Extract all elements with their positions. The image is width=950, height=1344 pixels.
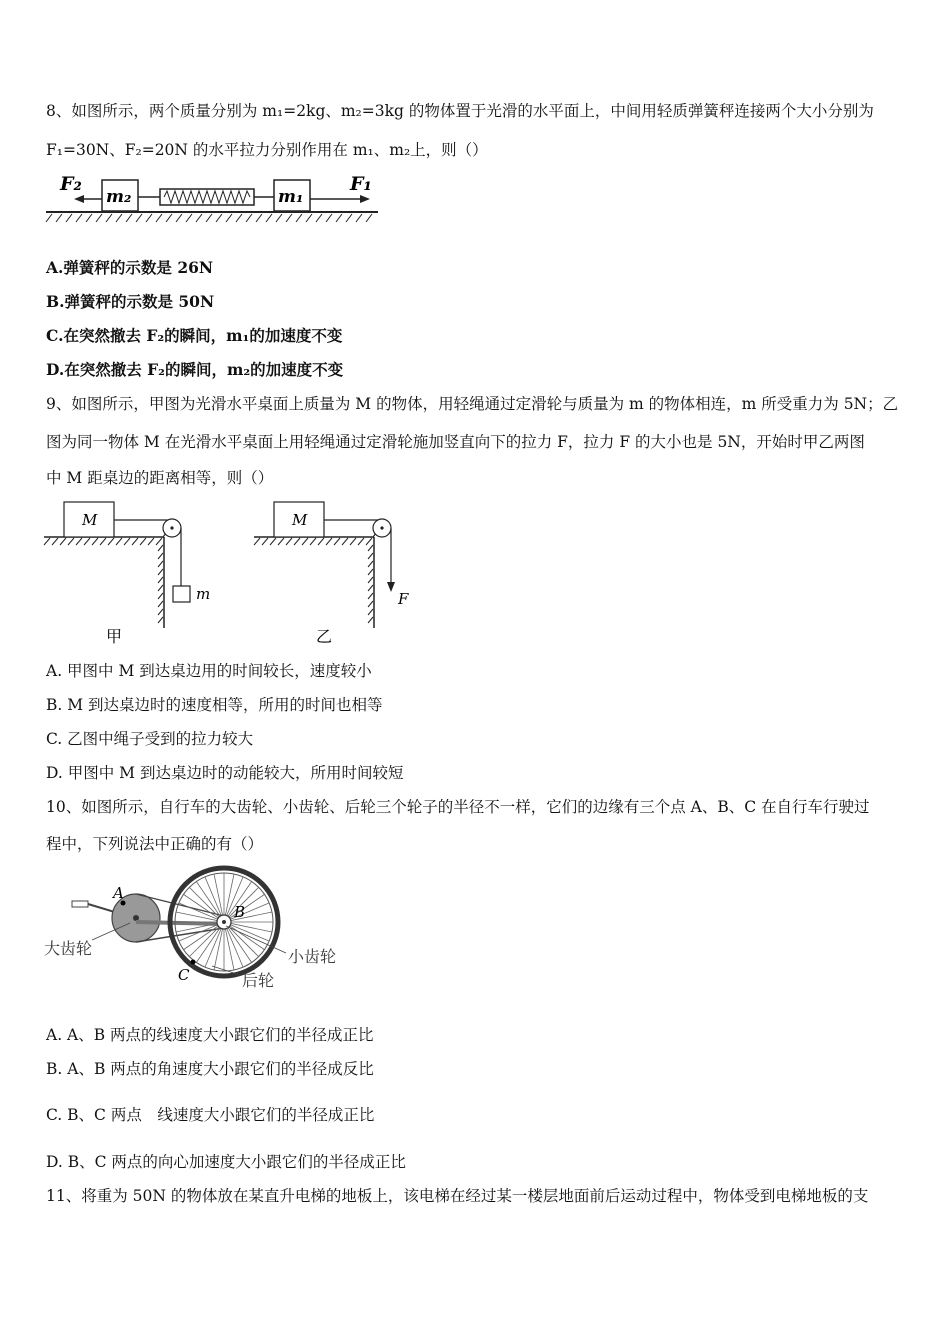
q9-option-b: B. M 到达桌边时的速度相等，所用的时间也相等 [46, 696, 383, 714]
q8-label-f1: F₁ [350, 173, 372, 195]
q9-arrow-down-icon [387, 582, 395, 592]
q10-option-c: C. B、C 两点 线速度大小跟它们的半径成正比 [46, 1106, 375, 1124]
q8-option-b: B.弹簧秤的示数是 50N [46, 292, 215, 311]
q10-label-a: A [113, 884, 124, 902]
q10-label-small-gear: 小齿轮 [288, 947, 337, 966]
q10-label-b: B [234, 903, 246, 921]
q9-label-small-m: m [196, 585, 211, 603]
q11-stem-line1: 11、将重为 50N 的物体放在某直升电梯的地板上，该电梯在经过某一楼层地面前后运动过程中，物体受到电梯地板的支 [46, 1187, 869, 1205]
q8-label-m1: m₁ [278, 187, 304, 207]
q9-figure-jia [44, 500, 224, 650]
q10-pedal [72, 901, 88, 907]
q8-stem-line2: F₁=30N、F₂=20N 的水平拉力分别作用在 m₁、m₂上，则（） [46, 141, 488, 159]
q8-figure [44, 170, 380, 226]
q8-arrow-right-icon [360, 195, 370, 203]
q8-label-m2: m₂ [106, 187, 132, 207]
q10-option-d: D. B、C 两点的向心加速度大小跟它们的半径成正比 [46, 1153, 406, 1171]
q9-label-f: F [398, 590, 409, 608]
q9-label-m-yi: M [292, 511, 308, 529]
q10-bicycle-figure [40, 860, 360, 1000]
q9-label-m-jia: M [82, 511, 98, 529]
q8-stem-line1: 8、如图所示，两个质量分别为 m₁=2kg、m₂=3kg 的物体置于光滑的水平面上，中间用轻质弹簧秤连接两个大小分别为 [46, 102, 874, 120]
q9-caption-jia: 甲 [106, 627, 123, 646]
q8-option-d: D.在突然撤去 F₂的瞬间，m₂的加速度不变 [46, 360, 344, 379]
q9-figure-yi [254, 500, 434, 650]
q10-stem-line2: 程中，下列说法中正确的有（） [46, 835, 264, 853]
q10-option-b: B. A、B 两点的角速度大小跟它们的半径成反比 [46, 1060, 374, 1078]
q8-option-a: A.弹簧秤的示数是 26N [46, 258, 214, 277]
q9-hanging-mass [173, 586, 190, 602]
q10-option-a: A. A、B 两点的线速度大小跟它们的半径成正比 [46, 1026, 374, 1044]
q9-option-d: D. 甲图中 M 到达桌边时的动能较大，所用时间较短 [46, 764, 404, 782]
q9-option-a: A. 甲图中 M 到达桌边用的时间较长，速度较小 [46, 662, 372, 680]
q8-option-c: C.在突然撤去 F₂的瞬间，m₁的加速度不变 [46, 326, 343, 345]
q10-label-c: C [178, 966, 190, 984]
q9-stem-line1: 9、如图所示，甲图为光滑水平桌面上质量为 M 的物体，用轻绳通过定滑轮与质量为 m 的物体相连，m 所受重力为 5N；乙 [46, 395, 899, 413]
q8-label-f2: F₂ [60, 173, 82, 195]
q9-stem-line3: 中 M 距桌边的距离相等，则（） [46, 469, 274, 487]
q10-point-c [191, 960, 196, 965]
q10-stem-line1: 10、如图所示，自行车的大齿轮、小齿轮、后轮三个轮子的半径不一样，它们的边缘有三个点 A、B、C 在自行车行驶过 [46, 798, 870, 816]
q9-caption-yi: 乙 [316, 627, 333, 646]
q10-label-rear-wheel: 后轮 [242, 971, 275, 990]
q9-stem-line2: 图为同一物体 M 在光滑水平桌面上用轻绳通过定滑轮施加竖直向下的拉力 F，拉力 F 的大小也是 5N，开始时甲乙两图 [46, 433, 865, 451]
q8-arrow-left-icon [74, 195, 84, 203]
q9-option-c: C. 乙图中绳子受到的拉力较大 [46, 730, 254, 748]
q10-label-big-gear: 大齿轮 [44, 939, 93, 958]
